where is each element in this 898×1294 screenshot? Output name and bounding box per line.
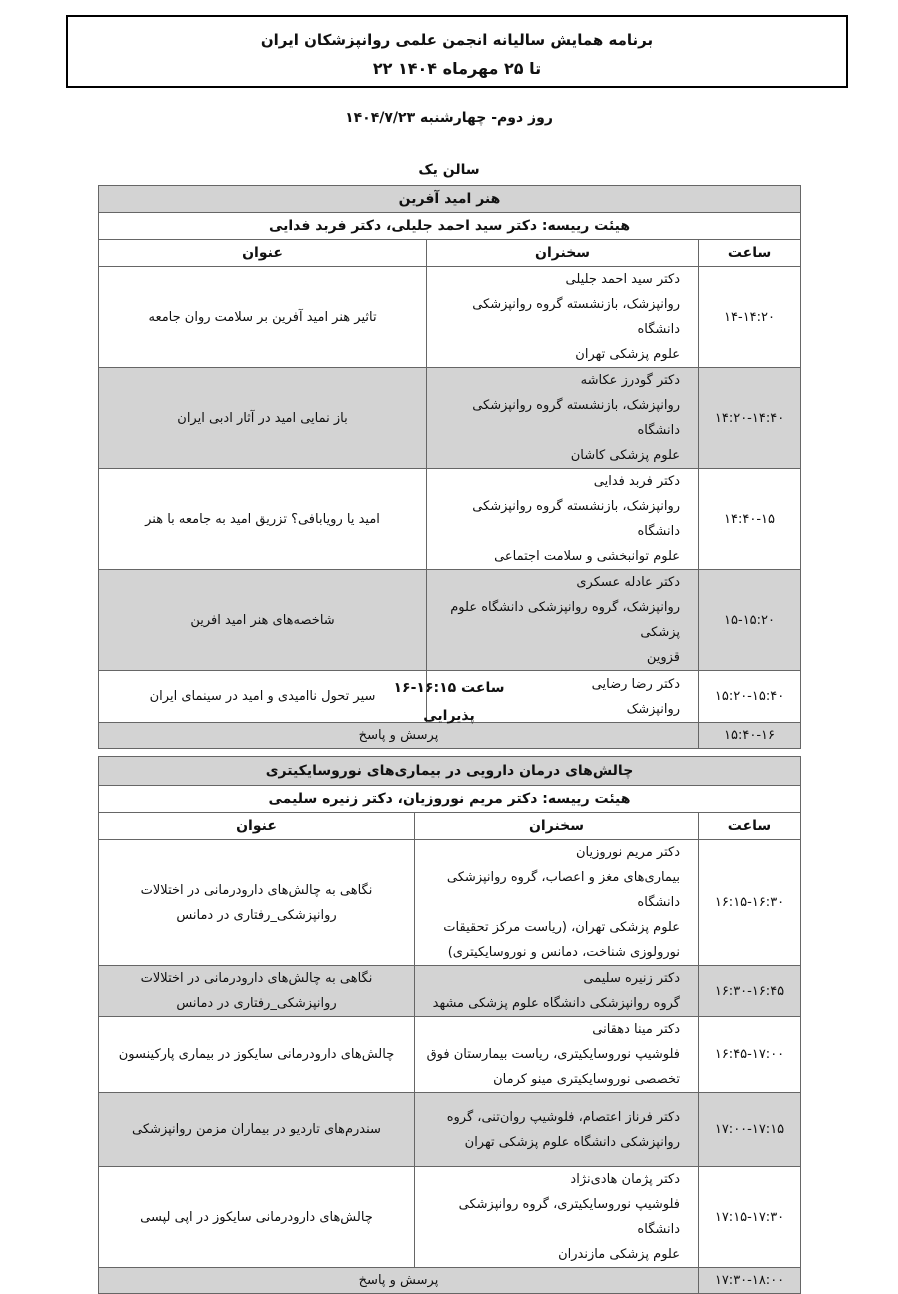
speaker-desc: علوم پزشکی کاشان [570, 448, 681, 463]
break-time: ساعت ۱۶:۱۵-۱۶ [393, 680, 505, 696]
speaker-name: دکتر گودرز عکاشه [580, 373, 681, 388]
row-time: ۱۴:۴۰-۱۵ [699, 469, 801, 570]
table-row [99, 368, 801, 469]
row-time: ۱۶:۱۵-۱۶:۳۰ [699, 840, 801, 966]
table-row [99, 1093, 801, 1167]
table-row [99, 966, 801, 1017]
speaker-desc: تخصصی نوروسایکیتری مینو کرمان [493, 1072, 680, 1087]
qa-time: ۱۵:۴۰-۱۶ [699, 723, 801, 749]
table-row [99, 469, 801, 570]
qa-row [99, 723, 801, 749]
speaker-desc: علوم پزشکی تهران [575, 347, 681, 362]
break-label: پذیرایی [423, 708, 475, 724]
talk-title: سیر تحول ناامیدی و امید در سینمای ایران [99, 671, 427, 723]
col-time-header: ساعت [699, 240, 801, 267]
speaker-name: دکتر مریم نوروزیان [575, 845, 680, 860]
speaker-desc: روانپزشکی دانشگاه علوم پزشکی تهران [464, 1134, 680, 1150]
speaker-name: دکتر مینا دهقانی [592, 1022, 680, 1037]
talk-title: تاثیر هنر امید آفرین بر سلامت روان جامعه [99, 267, 427, 368]
session2-table [98, 756, 801, 1294]
speaker-desc: فلوشیپ نوروسایکیتری، گروه روانپزشکی دانشگاه [458, 1197, 680, 1237]
speaker-desc: قزوین [646, 650, 681, 665]
talk-title: روانپزشکی_رفتاری در دمانس [176, 907, 337, 923]
speaker-desc: روانپزشک، گروه روانپزشکی دانشگاه علوم پزشکی [450, 600, 681, 640]
speaker-name: دکتر پژمان هادی‌نژاد [570, 1172, 680, 1187]
table-row [99, 840, 801, 966]
col-speakers-header: سخنران [415, 813, 699, 840]
speaker-desc: گروه روانپزشکی دانشگاه علوم پزشکی مشهد [432, 996, 680, 1011]
hall-label: سالن یک [418, 162, 480, 178]
speaker-desc: روانپزشک، بازنشسته گروه روانپزشکی دانشگاه [472, 297, 681, 337]
qa-label: پرسش و پاسخ [99, 723, 699, 749]
header-box [66, 15, 848, 88]
table-row [99, 1017, 801, 1093]
talk-title: امید یا رویابافی؟ تزریق امید به جامعه با هنر [99, 469, 427, 570]
session1-board: هیئت رییسه: دکتر سید احمد جلیلی، دکتر فربد فدایی [99, 213, 801, 240]
table-row [99, 1167, 801, 1268]
talk-title: سندرم‌های تاردیو در بیماران مزمن روانپزشکی [132, 1122, 381, 1137]
conference-title: برنامه همایش سالیانه انجمن علمی روانپزشکان ایران [260, 31, 654, 49]
session1-table [98, 185, 801, 749]
speaker-name: دکتر زنیره سلیمی [583, 971, 680, 986]
speaker-name: دکتر رضا رضایی [591, 676, 681, 692]
row-time: ۱۴-۱۴:۲۰ [699, 267, 801, 368]
speaker-desc: نورولوزی شناخت، دمانس و نوروسایکیتری) [447, 945, 680, 960]
speaker-desc: علوم پزشکی تهران، (ریاست مرکز تحقیقات [443, 920, 680, 935]
row-time: ۱۵-۱۵:۲۰ [699, 570, 801, 671]
talk-title: روانپزشکی_رفتاری در دمانس [176, 996, 337, 1011]
qa-time: ۱۷:۳۰-۱۸:۰۰ [699, 1268, 801, 1294]
talk-title: نگاهی به چالش‌های دارودرمانی در اختلالات [140, 882, 373, 898]
row-time: ۱۷:۰۰-۱۷:۱۵ [699, 1093, 801, 1167]
qa-label: پرسش و پاسخ [99, 1268, 699, 1294]
col-title-header: عنوان [99, 240, 427, 267]
speaker-name: دکتر فرناز اعتصام، فلوشیپ روان‌تنی، گروه [446, 1109, 680, 1125]
speaker-name: دکتر سید احمد جلیلی [565, 272, 681, 287]
speaker-desc: روانپزشک [626, 701, 681, 717]
talk-title: نگاهی به چالش‌های دارودرمانی در اختلالات [140, 971, 373, 986]
qa-row [99, 1268, 801, 1294]
conference-dates: ۲۲ تا ۲۵ مهرماه ۱۴۰۴ [372, 59, 542, 78]
speaker-name: دکتر فربد فدایی [593, 474, 681, 489]
talk-title: چالش‌های دارودرمانی سایکوز در بیماری پارکینسون [118, 1047, 395, 1062]
row-time: ۱۴:۲۰-۱۴:۴۰ [699, 368, 801, 469]
talk-title: چالش‌های دارودرمانی سایکوز در اپی لپسی [140, 1209, 373, 1225]
speaker-desc: فلوشیپ نوروسایکیتری، ریاست بیمارستان فوق [426, 1047, 680, 1062]
table-row [99, 570, 801, 671]
speaker-desc: علوم توانبخشی و سلامت اجتماعی [494, 549, 681, 564]
session2-board: هیئت رییسه: دکتر مریم نوروزیان، دکتر زنیره سلیمی [99, 786, 801, 813]
col-time-header: ساعت [699, 813, 801, 840]
col-title-header: عنوان [99, 813, 415, 840]
day-label: روز دوم- چهارشنبه ۱۴۰۴/۷/۲۳ [345, 110, 553, 126]
session1-name: هنر امید آفرین [99, 186, 801, 213]
row-time: ۱۷:۱۵-۱۷:۳۰ [699, 1167, 801, 1268]
speaker-desc: روانپزشک، بازنشسته گروه روانپزشکی دانشگاه [472, 499, 681, 539]
col-speakers-header: سخنران [427, 240, 699, 267]
row-time: ۱۶:۳۰-۱۶:۴۵ [699, 966, 801, 1017]
speaker-name: دکتر عادله عسکری [576, 575, 681, 590]
speaker-desc: بیماری‌های مغز و اعصاب، گروه روانپزشکی دانشگاه [446, 870, 680, 910]
speaker-desc: علوم پزشکی مازندران [558, 1247, 680, 1262]
session2-name: چالش‌های درمان دارویی در بیماری‌های نوروسایکیتری [99, 757, 801, 786]
speaker-desc: روانپزشک، بازنشسته گروه روانپزشکی دانشگاه [472, 398, 681, 438]
talk-title: شاخصه‌های هنر امید افرین [99, 570, 427, 671]
table-row [99, 267, 801, 368]
row-time: ۱۶:۴۵-۱۷:۰۰ [699, 1017, 801, 1093]
row-time: ۱۵:۲۰-۱۵:۴۰ [699, 671, 801, 723]
talk-title: باز نمایی امید در آثار ادبی ایران [99, 368, 427, 469]
